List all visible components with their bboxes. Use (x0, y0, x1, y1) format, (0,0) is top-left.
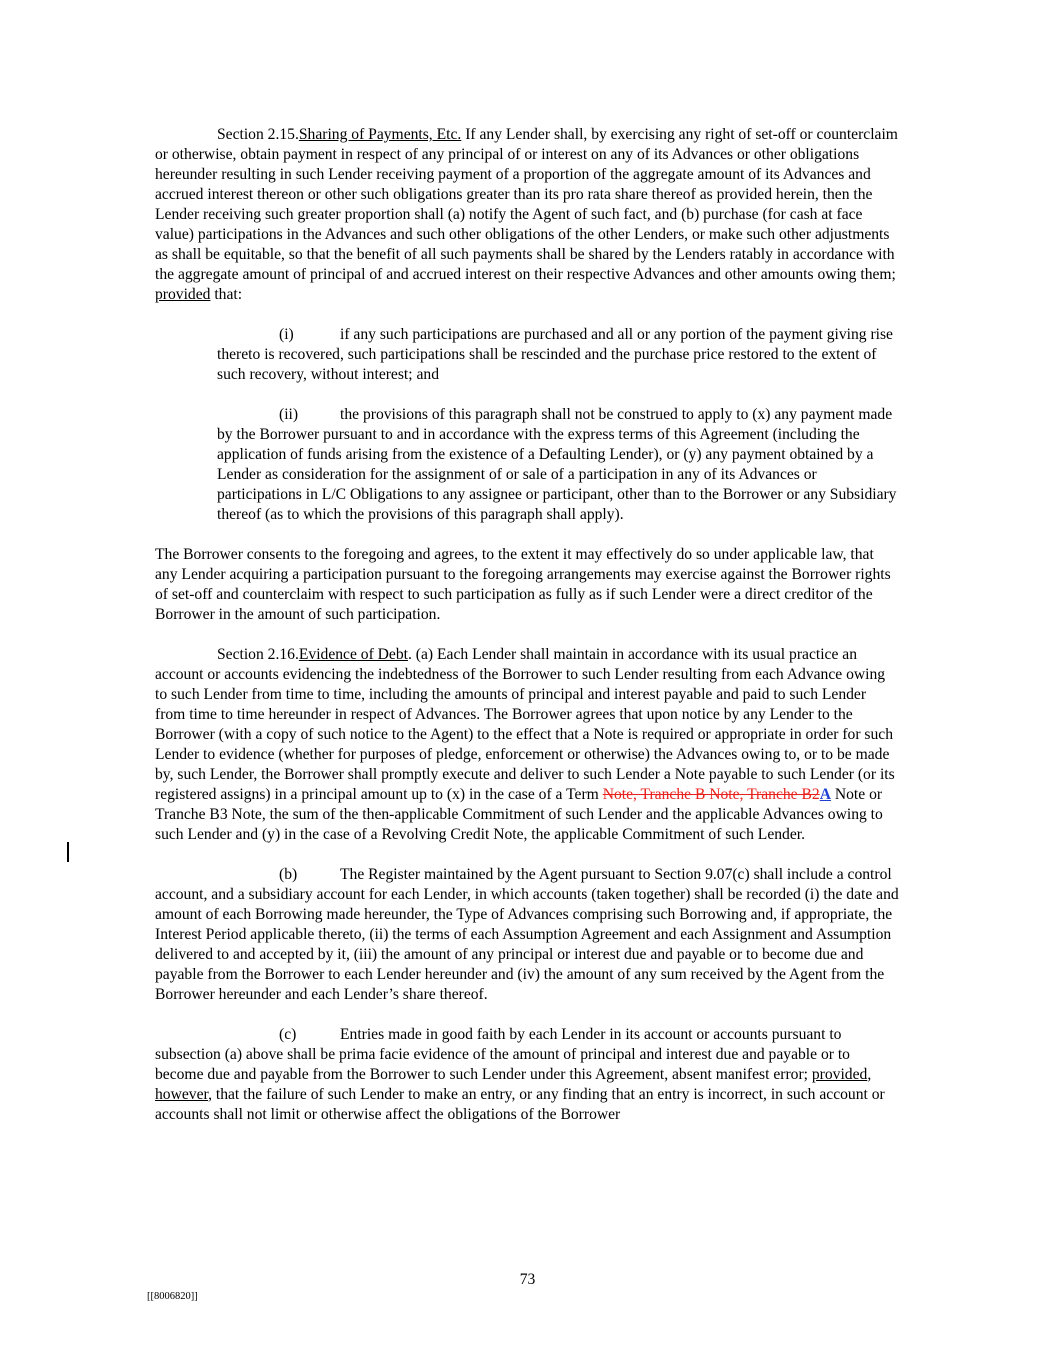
section-2-15-text: If any Lender shall, by exercising any right of set-off or counterclaim or otherwise, obtain payment in respect of any principal of or interest on any of its Advances or other obligations hereunder resulting in such Lender receiving payment of a proportion of the aggregate amount of its Advances and accrued interest thereon or other such obligations greater than its pro rata share thereof as provided herein, then the Lender receiving such greater proportion shall (a) notify the Agent of such fact, and (b) purchase (for cash at face value) participations in the Advances and such other obligations of the other Lenders, or make such other adjustments as shall be equitable, so that the benefit of all such payments shall be shared by the Lenders ratably in accordance with the aggregate amount of principal of and accrued interest on their respective Advances and other amounts owing them; (155, 126, 898, 283)
section-2-16-paragraph (155, 645, 900, 845)
section-2-15-number: Section 2.15. (217, 126, 299, 143)
section-2-16-number: Section 2.16. (217, 646, 299, 663)
section-2-15-paragraph (155, 125, 900, 305)
revision-change-bar (67, 842, 69, 862)
however-term: however (155, 1086, 209, 1103)
section-2-16-text-a: . (a) Each Lender shall maintain in accordance with its usual practice an account or accounts evidencing the indebtedness of the Borrower to such Lender resulting from each Advance owing to such Lender from time to time, including the amounts of principal and interest payable and paid to such Lender from time to time hereunder in respect of Advances. The Borrower agrees that upon notice by any Lender to the Borrower (with a copy of such notice to the Agent) to the effect that a Note is required or appropriate in order for such Lender to evidence (whether for purposes of pledge, enforcement or otherwise) the Advances owing to, or to be made by, such Lender, the Borrower shall promptly execute and deliver to such Lender a Note payable to such Lender (or its registered assigns) in a principal amount up to (x) in the case of a Term (155, 646, 895, 803)
provided-term: provided (811, 1066, 868, 1083)
subsection-b-text: The Register maintained by the Agent pursuant to Section 9.07(c) shall include a control account, and a subsidiary account for each Lender, in which accounts (taken together) shall be recorded (i) the date and amount of each Borrowing made hereunder, the Type of Advances comprising such Borrowing and, if appropriate, the Interest Period applicable thereto, (ii) the terms of each Assumption Agreement and each Assignment and Assumption delivered to and accepted by it, (iii) the amount of any principal or interest due and payable or to become due and payable from the Borrower to each Lender hereunder and (iv) the amount of any sum received by the Agent from the Borrower hereunder and each Lender’s share thereof. (155, 866, 899, 1003)
subsection-c-label: (c) (279, 1026, 297, 1043)
page-number: 73 (519, 1271, 536, 1288)
subsection-b-label: (b) (279, 866, 298, 883)
borrower-consent-paragraph: The Borrower consents to the foregoing and agrees, to the extent it may effectively do so under applicable law, that any Lender acquiring a participation pursuant to the foregoing arrangements may exercise against the Borrower rights of set-off and counterclaim with respect to such participation as fully as if such Lender were a direct creditor of the Borrower in the amount of such participation. (155, 546, 891, 623)
document-body (155, 125, 900, 1125)
subsection-c (155, 1025, 900, 1125)
clause-i-label: (i) (279, 326, 294, 343)
document-id: [[8006820]] (147, 1291, 198, 1302)
clause-i-text: if any such participations are purchased and all or any portion of the payment giving rise thereto is recovered, such participations shall be rescinded and the purchase price restored to the extent of such recovery, without interest; and (217, 326, 893, 383)
subsection-c-text-a: Entries made in good faith by each Lender in its account or accounts pursuant to subsection (a) above shall be prima facie evidence of the amount of principal and interest due and payable or to become due and payable from the Borrower to such Lender under this Agreement, absent manifest error; (155, 1026, 850, 1083)
clause-ii-text: the provisions of this paragraph shall not be construed to apply to (x) any payment made by the Borrower pursuant to and in accordance with the express terms of this Agreement (including the application of funds arising from the existence of a Defaulting Lender), or (y) any payment obtained by a Lender as consideration for the assignment of or sale of a participation in any of its Advances or participations in L/C Obligations to any assignee or participant, other than to the Borrower or any Subsidiary thereof (as to which the provisions of this paragraph shall apply). (217, 406, 897, 523)
section-2-15-heading: Sharing of Payments, Etc. (298, 126, 462, 143)
inserted-text: A (819, 786, 831, 803)
deleted-text: Note, Tranche B Note, Tranche B2 (602, 786, 820, 803)
section-2-16-heading: Evidence of Debt (298, 646, 408, 663)
comma-separator: , (867, 1066, 872, 1083)
clause-ii-label: (ii) (279, 406, 299, 423)
section-2-15-text-end: that: (210, 286, 243, 303)
subsection-b (155, 865, 900, 1005)
section-2-16-text-b: Note or Tranche B3 Note, the sum of the then-applicable Commitment of such Lender and the applicable Advances owing to such Lender and (y) in the case of a Revolving Credit Note, the applicable Commitment of such Lender. (155, 786, 883, 843)
provided-term: provided (155, 286, 211, 303)
subsection-c-text-b: , that the failure of such Lender to make an entry, or any finding that an entry is incorrect, in such account or accounts shall not limit or otherwise affect the obligations of the Borrower (155, 1086, 885, 1123)
clause-i (217, 325, 900, 385)
clause-ii (217, 405, 900, 525)
